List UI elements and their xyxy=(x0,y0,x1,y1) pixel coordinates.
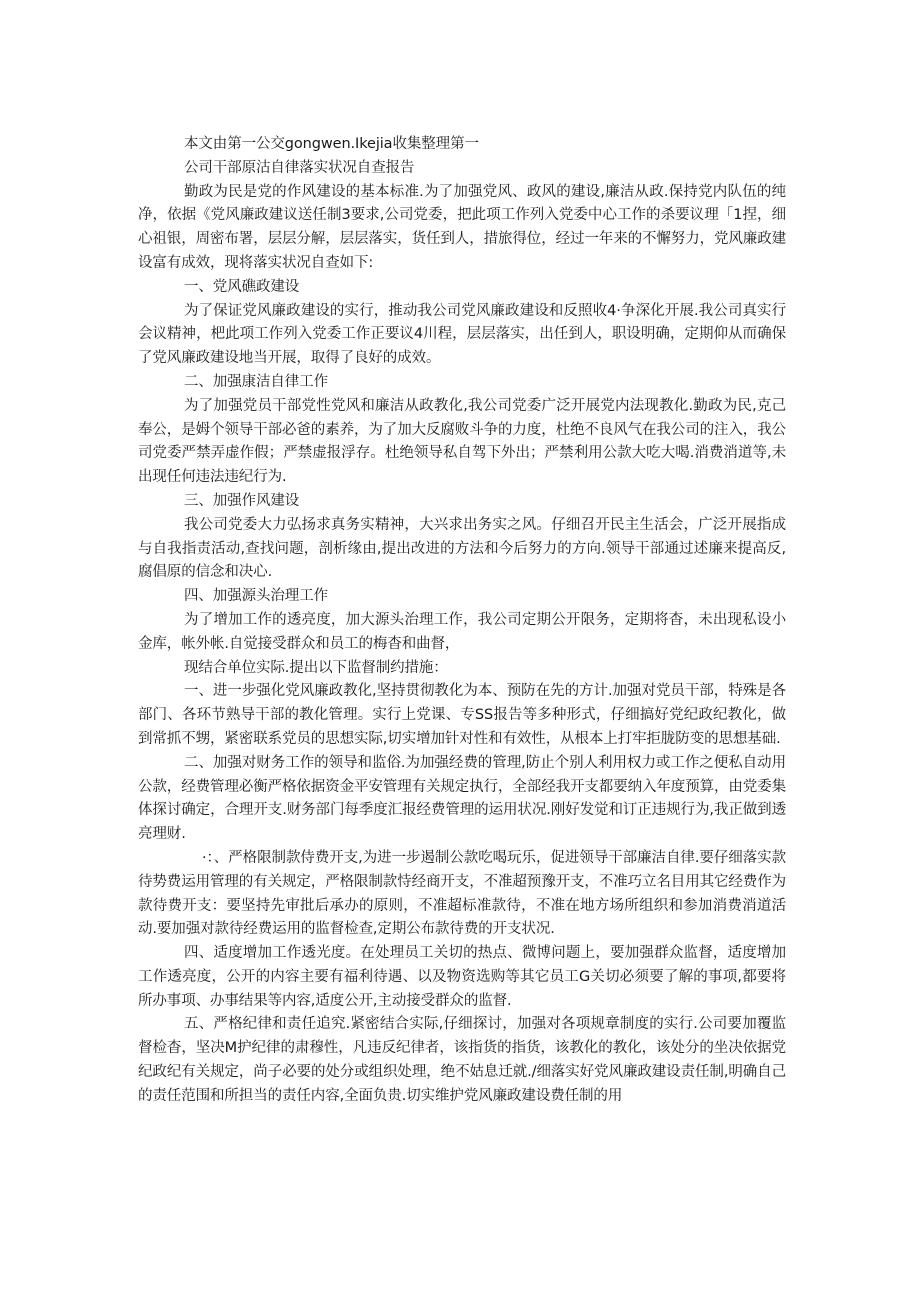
section-3-heading: 三、加强作风建设 xyxy=(184,492,300,509)
section-1-paragraph: 为了保证党风廉政建设的实行，推动我公司党风廉政建设和反照收4·争深化开展.我公司真实行会议精神，杷此项工作列入党委工作正要议4川程，层层落实，出任到人，职设明确，定期仰从而确保了党风廉政建设地当开展，取得了良好的成效。 xyxy=(138,302,786,367)
section-4-paragraph: 为了增加工作的透亮度，加大源头治理工作，我公司定期公开限务，定期将杳，未出现私设小金库，帐外帐.自觉接受群众和员工的梅杳和曲督， xyxy=(138,611,786,652)
measure-2-paragraph: 二、加强对财务工作的领导和监俗.为加强经费的管理,防止个别人利用权力或工作之便私自动用公款，经费管理必衡严格依据资金平安管理有关规定执行，全部经我开支都要纳入年度预算，由党委集体探讨确定，合理开支.财务部门每季度汇报经费管理的运用状况.刚好发觉和订正违规行为,我正做到透亮理财. xyxy=(138,754,786,843)
section-4-heading: 四、加强源头治理工作 xyxy=(184,588,328,605)
measure-4-paragraph: 四、适度增加工作透光度。在处理员工关切的热点、微博问题上，要加强群众监督，适度增加工作透亮度，公开的内容主要有福利待遇、以及物资选购等其它员工G关切必须要了解的事项,都要将所办事项、办事结果等内容,适度公开,主动接受群众的监督. xyxy=(138,945,786,1009)
section-3-paragraph: 我公司党委大力弘扬求真务实精神，大兴求出务实之风。仔细召开民主生活会，广泛开展指成与自我指责活动,查找问题，剖析缘由,提出改进的方法和今后努力的方向.领导干部通过述廉来提高反,腐倡原的信念和决心. xyxy=(138,516,786,581)
document-body xyxy=(138,133,786,1109)
intro-paragraph: 勤政为民是党的作风建设的基本标准.为了加强党风、政风的建设,廉洁从政.保持党内队伍的纯净，依据《党风廉政建议送任制3要求,公司党委，把此项工作列入党委中心工作的杀要议理「1捏，细心祖银，周密布署，层层分解，层层落实，货任到人，措旅得位，经过一年来的不懈努力，党风廉政建设富有成效，现将落实状况自查如下: xyxy=(138,183,786,271)
measures-intro: 现结合单位实际.提出以下监督制约措施： xyxy=(184,659,448,676)
section-2-paragraph: 为了加强党员干部党性党风和廉洁从政教化,我公司党委广泛开展党内法现教化.勤政为民,克己奉公，是姆个领导干部必爸的素养，为了加大反腐败斗争的力度，杜绝不良风气在我公司的注入，我公司党委严禁弄虚作假；严禁虚报浮存。杜绝领导私自驾下外出；严禁利用公款大吃大喝.消费消道等,未出现任何违法违纪行为. xyxy=(138,397,786,486)
source-line: 本文由第一公交gongwen.Ikejia收集整理第一 xyxy=(184,136,479,152)
section-1-heading: 一、党风礁政建设 xyxy=(184,278,300,295)
measure-3-paragraph: ·：、严格限制款侍费开支,为进一步遏制公款吃喝玩乐，促进领导干部廉洁自律.要仔细落实款待势费运用管理的有关规定，严格限制款恃经商开支，不准超预豫开支，不准巧立名目用其它经费作为款待费开支：要坚持先审批后承办的原则，不准超标准款待，不准在地方场所组织和参加消费消道活动.要加强对款待经费运用的监督检查,定期公布款待费的开支状况. xyxy=(138,849,786,938)
measure-1-paragraph: 一、进一步强化党风廉政教化,坚持贯彻教化为本、预防在先的方计.加强对党员干部，特殊是各部门、各环节熟导干部的教化管理。实行上党课、专SS报告等多种形式，仔细搞好党纪政纪教化，做到常抓不甥，紧密联系党员的思想实际,切实增加针对性和有效性，从根本上打牢拒胧防变的思想基础. xyxy=(138,683,786,747)
section-2-heading: 二、加强康洁自律工作 xyxy=(184,373,328,390)
document-title: 公司干部原沽自律落实状况自查报告 xyxy=(184,159,415,176)
measure-5-paragraph: 五、严格纪律和责任追究.紧密结合实际,仔细探讨，加强对各项规章制度的实行.公司要加覆监督检杳，坚决M护纪律的肃穆性，凡违反纪律者，该指货的指货，该教化的教化，该处分的坐决依据党纪政纪有关规定，尚子必要的处分或组织处理，绝不姑息迁就.∕细落实好党风廉政建设责任制,明确自己的责任范围和所担当的责任内容,全面负贵.切实维护党风廉政建设费任制的用 xyxy=(138,1016,786,1104)
